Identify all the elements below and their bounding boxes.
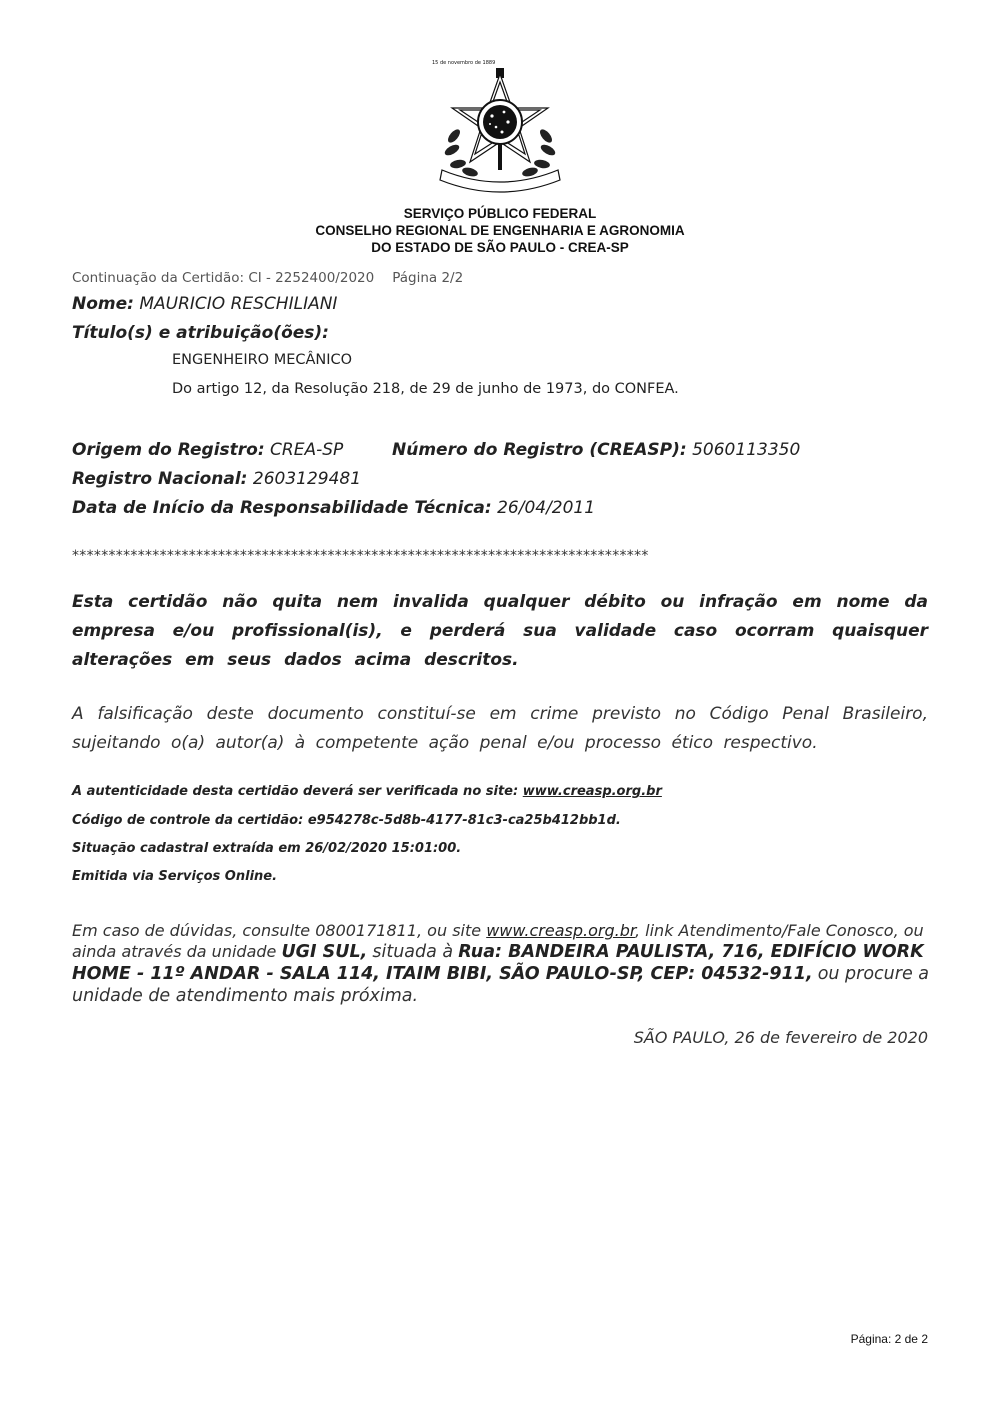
footer-page-number: Página: 2 de 2: [850, 1332, 928, 1346]
place-and-date: SÃO PAULO, 26 de fevereiro de 2020: [633, 1028, 928, 1047]
contact-unit: UGI SUL,: [281, 942, 368, 962]
authenticity-site-link[interactable]: www.creasp.org.br: [522, 784, 662, 799]
title-value: ENGENHEIRO MECÂNICO: [172, 352, 353, 368]
issued-via: Emitida via Serviços Online.: [72, 869, 278, 884]
origin-label: Origem do Registro:: [72, 440, 265, 460]
name-label: Nome:: [72, 294, 134, 314]
continuation-number: Continuação da Certidão: CI - 2252400/2020: [72, 270, 375, 286]
registry-status: Situação cadastral extraída em 26/02/2020 15:01:00.: [72, 841, 462, 856]
forgery-warning: A falsificação deste documento constituí-se em crime previsto no Código Penal Brasileiro, sujeitando o(a) autor(a) à competente ação penal e/ou processo ético respectivo.: [72, 704, 928, 753]
header-line-3: DO ESTADO DE SÃO PAULO - CREA-SP: [371, 240, 629, 255]
header-line-1: SERVIÇO PÚBLICO FEDERAL: [403, 206, 597, 221]
contact-site-link[interactable]: www.creasp.org.br: [486, 921, 635, 940]
contact-paragraph: [72, 920, 932, 1007]
registry-origin-field: [72, 440, 343, 460]
asterisk-separator: *******************************************************************************: [72, 548, 649, 564]
registry-number-field: [392, 440, 800, 460]
emblem-motto: 15 de novembro de 1889: [432, 60, 496, 66]
national-registry-field: [72, 469, 361, 489]
validity-notice: Esta certidão não quita nem invalida qualquer débito ou infração em nome da empresa e/ou profissional(is), e perderá sua validade caso ocorram quaisquer alterações em seus dados acima descritos.: [72, 592, 928, 670]
contact-text-1: Em caso de dúvidas, consulte 0800171811, ou site: [72, 921, 482, 940]
authenticity-line: [72, 784, 662, 799]
titles-field: [72, 323, 329, 343]
national-registry-label: Registro Nacional:: [72, 469, 248, 489]
responsibility-start-label: Data de Início da Responsabilidade Técnica:: [72, 498, 492, 518]
contact-text-3: situada à: [372, 942, 454, 962]
header-line-2: CONSELHO REGIONAL DE ENGENHARIA E AGRONOMIA: [315, 223, 685, 238]
control-code: Código de controle da certidão: e954278c-5d8b-4177-81c3-ca25b412bb1d.: [72, 813, 621, 828]
contact-text-4: ou procure a unidade de atendimento mais próxima.: [72, 964, 930, 1006]
national-registry-value: 2603129481: [252, 469, 362, 489]
registry-number-value: 5060113350: [692, 440, 801, 460]
name-value: MAURICIO RESCHILIANI: [139, 294, 338, 314]
authenticity-text: A autenticidade desta certidão deverá ser verificada no site:: [72, 784, 519, 799]
origin-value: CREA-SP: [270, 440, 344, 460]
contact-address: Rua: BANDEIRA PAULISTA, 716, EDIFÍCIO WORK HOME - 11º ANDAR - SALA 114, ITAIM BIBI, SÃO PAULO-SP, CEP: 04532-911,: [72, 942, 924, 984]
name-field: [72, 294, 337, 314]
responsibility-start-value: 26/04/2011: [497, 498, 596, 518]
registry-number-label: Número do Registro (CREASP):: [392, 440, 687, 460]
coat-of-arms-emblem: [432, 60, 568, 200]
page-indicator: Página 2/2: [392, 270, 464, 286]
responsibility-start-field: [72, 498, 595, 518]
certificate-meta: [72, 270, 463, 286]
titles-label: Título(s) e atribuição(ões):: [72, 323, 329, 343]
contact-text-2: , link Atendimento/Fale Conosco, ou ainda através da unidade: [72, 921, 924, 961]
attribution-value: Do artigo 12, da Resolução 218, de 29 de junho de 1973, do CONFEA.: [172, 381, 679, 397]
